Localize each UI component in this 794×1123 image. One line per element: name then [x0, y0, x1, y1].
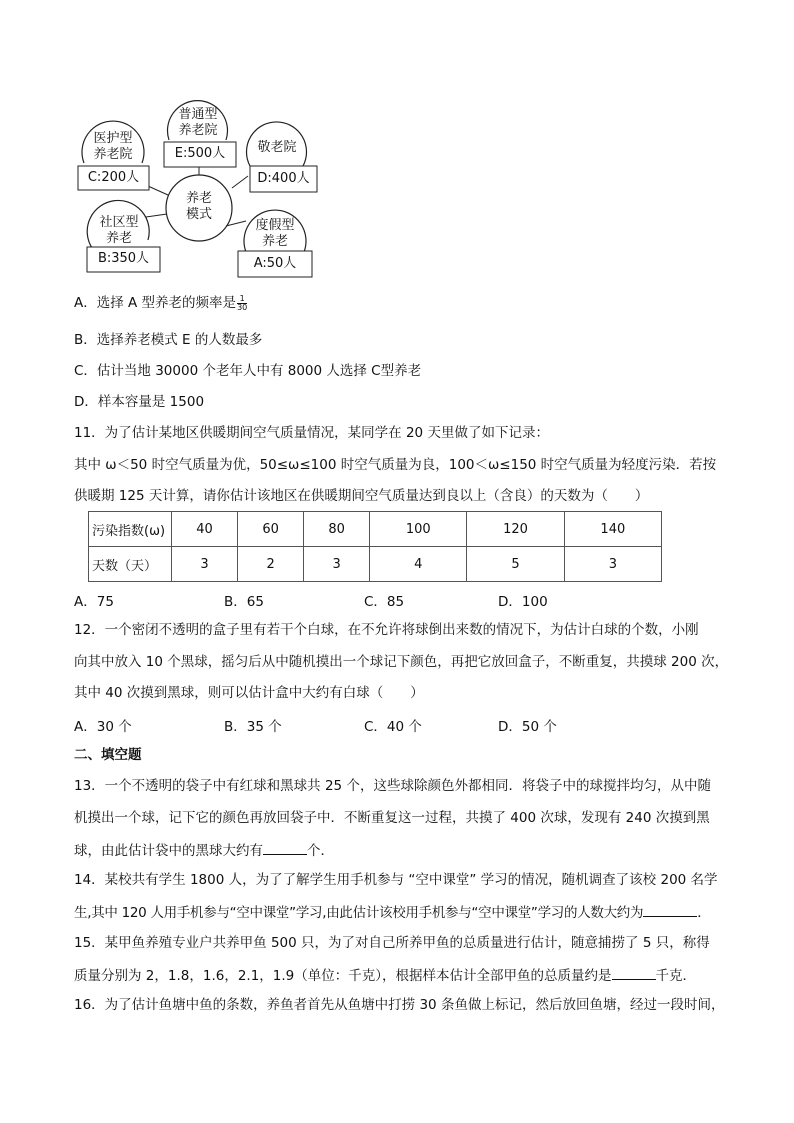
q11-line1: 11．为了估计某地区供暖期间空气质量情况，某同学在 20 天里做了如下记录： — [74, 425, 549, 441]
table-cell: 3 — [304, 547, 370, 582]
node-c-count: C:200人 — [87, 170, 140, 185]
q12-line3: 其中 40 次摸到黑球，则可以估计盒中大约有白球（ ） — [74, 685, 424, 701]
node-b-count: B:350人 — [97, 251, 150, 266]
node-b-label — [90, 215, 148, 247]
q15-line2-suffix: 千克． — [655, 968, 697, 984]
q12-line2: 向其中放入 10 个黑球，摇匀后从中随机摸出一个球记下颜色，再把它放回盒子，不断重复，共摸球 200 次， — [74, 654, 729, 670]
fraction-numerator: 1 — [237, 295, 247, 304]
q14-line2-suffix: ． — [697, 905, 711, 921]
node-e-count: E:500人 — [174, 146, 226, 161]
q15-line2-text: 质量分别为 2，1.8，1.6，2.1，1.9（单位：千克），根据样本估计全部甲鱼的总质量约是 — [74, 968, 612, 984]
q11-line3: 供暖期 125 天计算，请你估计该地区在供暖期间空气质量达到良以上（含良）的天数为（ ） — [74, 488, 649, 504]
node-d-count: D:400人 — [257, 171, 310, 186]
table-header-pollution-index: 污染指数(ω) — [89, 512, 172, 547]
q14-line1: 14．某校共有学生 1800 人，为了了解学生用手机参与 “空中课堂” 学习的情况，随机调查了该校 200 名学 — [74, 872, 718, 888]
q11-option-a: A．75 — [74, 594, 114, 610]
table-cell: 3 — [564, 547, 661, 582]
q11-data-table — [88, 511, 662, 582]
table-header-days: 天数（天） — [89, 547, 172, 582]
table-cell: 140 — [564, 512, 661, 547]
q13-line2: 机摸出一个球，记下它的颜色再放回袋子中．不断重复这一过程，共摸了 400 次球，发现有 240 次摸到黑 — [74, 810, 710, 826]
q14-answer-blank — [643, 902, 697, 917]
node-d-label — [248, 140, 306, 156]
elderly-care-diagram — [70, 100, 330, 285]
node-b-label-line2: 养老 — [105, 231, 132, 246]
q14-line2 — [74, 902, 710, 922]
table-cell: 100 — [370, 512, 467, 547]
q13-line3-suffix: 个． — [307, 843, 334, 859]
section-heading-fill-in: 二、填空题 — [74, 747, 142, 763]
q10-option-c: C．估计当地 30000 个老年人中有 8000 人选择 C型养老 — [74, 363, 422, 379]
node-a-label — [245, 218, 305, 250]
q12-option-b: B．35 个 — [224, 719, 282, 735]
node-a-count: A:50人 — [253, 256, 297, 271]
q15-line2 — [74, 965, 696, 985]
q11-option-b: B．65 — [224, 594, 264, 610]
q12-option-c: C．40 个 — [364, 719, 422, 735]
node-b-label-line1: 社区型 — [99, 215, 139, 230]
q10-option-a-fraction — [237, 295, 247, 312]
q16-line1: 16．为了估计鱼塘中鱼的条数，养鱼者首先从鱼塘中打捞 30 条鱼做上标记，然后放回鱼塘，经过一段时间， — [74, 997, 725, 1013]
q10-option-d: D．样本容量是 1500 — [74, 394, 205, 410]
table-cell: 5 — [467, 547, 564, 582]
q12-option-d: D．50 个 — [498, 719, 557, 735]
table-row — [89, 547, 662, 582]
q10-option-a — [74, 294, 247, 312]
q11-option-c: C．85 — [364, 594, 405, 610]
node-a-label-line2: 养老 — [261, 234, 288, 249]
node-e-label-line1: 普通型 — [178, 107, 218, 122]
q13-line1: 13．一个不透明的袋子中有红球和黑球共 25 个，这些球除颜色外都相同．将袋子中的球搅拌均匀，从中随 — [74, 778, 711, 794]
center-label-line2: 模式 — [185, 207, 212, 222]
table-cell: 120 — [467, 512, 564, 547]
q11-line2: 其中 ω＜50 时空气质量为优，50≤ω≤100 时空气质量为良，100＜ω≤150 时空气质量为轻度污染．若按 — [74, 457, 717, 473]
table-cell: 40 — [172, 512, 238, 547]
table-cell: 60 — [238, 512, 304, 547]
table-cell: 3 — [172, 547, 238, 582]
node-c-label — [83, 131, 143, 163]
q15-answer-blank — [612, 965, 656, 980]
q11-option-d: D．100 — [498, 594, 548, 610]
q12-option-a: A．30 个 — [74, 719, 132, 735]
q12-line1: 12．一个密闭不透明的盒子里有若干个白球，在不允许将球倒出来数的情况下，为估计白球的个数，小刚 — [74, 622, 699, 638]
q14-line2-text: 生,其中 120 人用手机参与“空中课堂”学习,由此估计该校用手机参与“空中课堂”学习的人数大约为 — [74, 905, 644, 921]
q10-option-b: B．选择养老模式 E 的人数最多 — [74, 332, 263, 348]
q15-line1: 15．某甲鱼养殖专业户共养甲鱼 500 只，为了对自己所养甲鱼的总质量进行估计，随意捕捞了 5 只，称得 — [74, 935, 710, 951]
node-e-label-line2: 养老院 — [178, 123, 218, 138]
node-c-label-line1: 医护型 — [93, 131, 133, 146]
table-cell: 2 — [238, 547, 304, 582]
q13-answer-blank — [263, 840, 307, 855]
node-d-label-line1: 敬老院 — [257, 140, 297, 155]
center-label — [169, 191, 229, 223]
table-row — [89, 512, 662, 547]
center-label-line1: 养老 — [185, 191, 212, 206]
table-cell: 4 — [370, 547, 467, 582]
node-e-label — [167, 107, 229, 139]
q13-line3 — [74, 840, 334, 860]
table-cell: 80 — [304, 512, 370, 547]
node-c-label-line2: 养老院 — [93, 147, 133, 162]
q10-option-a-text: A．选择 A 型养老的频率是 — [74, 295, 237, 311]
fraction-denominator: 30 — [237, 302, 248, 312]
node-a-label-line1: 度假型 — [255, 218, 295, 233]
q13-line3-text: 球，由此估计袋中的黑球大约有 — [74, 843, 263, 859]
